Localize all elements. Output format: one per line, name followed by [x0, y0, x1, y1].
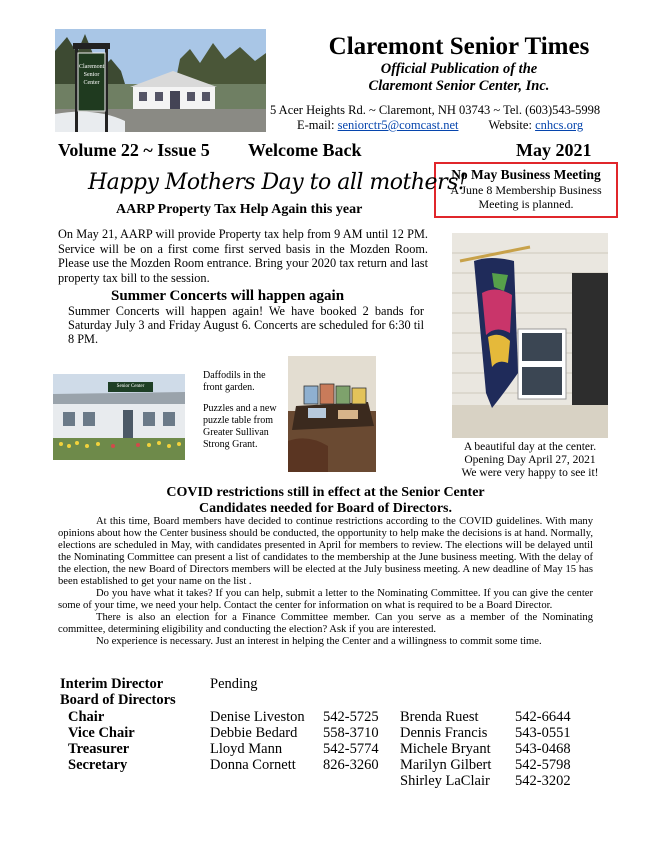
covid-paragraph-1: At this time, Board members have decided to continue restrictions according to the COVID guidelines. With many opinions about how the Center business should be conducted, the opportunity to help make the decisions is at hand. Normally, elections are scheduled in May, with candidates presented in April for members to review. The elections will be delayed until the Nominating Committee can present a list of candidates to the membership at the June business meeting. With the delay of the election, the new Board of Directors members will be elected at the July business meeting. A new deadline of May 15 has been established to get your name on the list . — [58, 516, 593, 587]
newsletter-title: Claremont Senior Times — [328, 33, 590, 60]
flag-caption-line-1: A beautiful day at the center. — [463, 441, 597, 453]
officer-role: Secretary — [68, 757, 128, 773]
member-phone: 543-0468 — [515, 741, 571, 757]
member-name: Brenda Ruest — [400, 709, 479, 725]
officer-name: Donna Cornett — [210, 757, 296, 773]
covid-body — [58, 516, 593, 648]
header-photo — [55, 29, 266, 132]
flag-caption-line-3: We were very happy to see it! — [461, 467, 599, 479]
officer-name: Debbie Bedard — [210, 725, 298, 741]
officer-phone: 542-5774 — [323, 741, 379, 757]
opening-day-flag-photo — [452, 233, 608, 438]
subtitle-line-2: Claremont Senior Center, Inc. — [368, 78, 550, 94]
concerts-heading: Summer Concerts will happen again — [111, 288, 345, 304]
board-label: Board of Directors — [60, 692, 176, 708]
concerts-body: Summer Concerts will happen again! We have booked 2 bands for Saturday July 3 and Friday August 6. Concerts are scheduled for 6:30 til 8 PM. — [68, 304, 424, 346]
header-photo-sign: Claremont Senior Center — [79, 64, 105, 86]
issue-date: May 2021 — [516, 140, 592, 160]
member-name: Michele Bryant — [400, 741, 491, 757]
member-phone: 542-6644 — [515, 709, 571, 725]
aarp-heading: AARP Property Tax Help Again this year — [116, 202, 363, 217]
website-link[interactable]: cnhcs.org — [535, 118, 584, 132]
flag-caption-line-2: Opening Day April 27, 2021 — [464, 454, 596, 466]
caption-daffodils: Daffodils in the front garden. — [203, 370, 266, 393]
candidates-heading: Candidates needed for Board of Directors. — [198, 501, 453, 516]
covid-paragraph-4: No experience is necessary. Just an interest in helping the Center and a willingness to commit some time. — [96, 636, 542, 647]
member-name: Dennis Francis — [400, 725, 488, 741]
notice-body: A June 8 Membership Business Meeting is planned. — [450, 183, 602, 211]
email-label: E-mail: — [297, 118, 335, 132]
interim-director-value: Pending — [210, 676, 258, 692]
caption-puzzles: Puzzles and a new puzzle table from Greater Sullivan Strong Grant. — [203, 403, 277, 450]
officer-name: Lloyd Mann — [210, 741, 283, 757]
covid-heading: COVID restrictions still in effect at the Senior Center — [166, 485, 485, 500]
email-link[interactable]: seniorctr5@comcast.net — [337, 118, 459, 132]
interim-director-label: Interim Director — [60, 676, 164, 692]
member-phone: 542-5798 — [515, 757, 571, 773]
issue-welcome: Welcome Back — [248, 140, 362, 160]
address-line: 5 Acer Heights Rd. ~ Claremont, NH 03743 ~ Tel. (603)543-5998 — [270, 103, 601, 117]
subtitle-line-1: Official Publication of the — [380, 61, 538, 77]
officer-name: Denise Liveston — [210, 709, 305, 725]
website-label: Website: — [488, 118, 532, 132]
member-phone: 543-0551 — [515, 725, 571, 741]
officer-role: Vice Chair — [68, 725, 135, 741]
covid-paragraph-3: There is also an election for a Finance Committee member. Can you serve as a member of the Nominating committee, determining eligibility and conducting the election? Ask if you are interested. — [58, 612, 593, 635]
mothers-day-greeting: Happy Mothers Day to all mothers! — [88, 170, 467, 195]
building-garden-photo — [53, 374, 185, 460]
covid-paragraph-2: Do you have what it takes? If you can help, submit a letter to the Nominating Committee. If you can give the center some of your time, we need your help. Contact the center for information on what is required to be a Board Director. — [58, 588, 593, 611]
officer-phone: 542-5725 — [323, 709, 379, 725]
officer-phone: 826-3260 — [323, 757, 379, 773]
issue-volume: Volume 22 ~ Issue 5 — [58, 140, 210, 160]
officer-phone: 558-3710 — [323, 725, 379, 741]
building-photo-sign: Senior Center — [116, 384, 145, 389]
member-name: Shirley LaClair — [400, 773, 490, 789]
officer-role: Chair — [68, 709, 105, 725]
contact-line — [297, 118, 583, 133]
puzzle-table-photo — [288, 356, 376, 472]
member-name: Marilyn Gilbert — [400, 757, 492, 773]
aarp-body: On May 21, AARP will provide Property tax help from 9 AM until 12 PM. Service will be on a first come first served basis in the Mozden Room. Please use the Mozden Room entrance. Bring your 2020 tax return and last property tax bill to the session. — [58, 227, 428, 285]
officer-role: Treasurer — [68, 741, 130, 757]
member-phone: 542-3202 — [515, 773, 571, 789]
notice-title: No May Business Meeting — [451, 167, 601, 182]
